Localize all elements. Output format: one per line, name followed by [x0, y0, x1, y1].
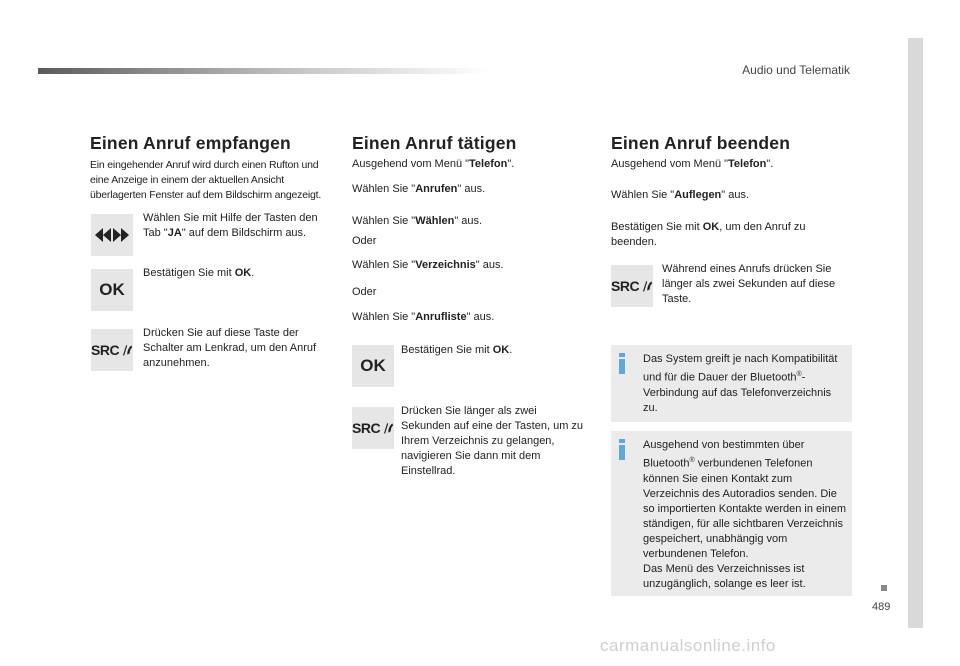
seek-buttons-icon — [91, 214, 133, 256]
make-call-line-call-log: Wählen Sie "Anrufliste" aus. — [352, 311, 495, 323]
info-note-text: Ausgehend von bestimmten über Bluetooth® verbundenen Telefonen können Sie einen Kontakt zum Verzeichnis des Autoradios senden. Die so importierten Kontakte werden in einem ständigen, für alle sichtbaren Verzeichnis gespeichert, unabhängig vom verbundenen Telefon. Das Menü des Verzeichnisses ist unzugänglich, solange es leer ist. — [643, 439, 846, 590]
make-call-step-long-press: Drücken Sie länger als zwei Sekunden auf eine der Tasten, um zu Ihrem Verzeichnis zu gelangen, navigieren Sie dann mit dem Einstellrad. — [401, 405, 584, 477]
src-phone-button-icon: SRC — [352, 407, 394, 449]
make-call-line-dial: Wählen Sie "Wählen" aus. — [352, 215, 483, 227]
make-call-or-1: Oder — [352, 235, 377, 247]
make-call-line-directory: Wählen Sie "Verzeichnis" aus. — [352, 259, 504, 271]
side-bar — [908, 38, 923, 628]
header-title: Audio und Telematik — [742, 63, 850, 77]
info-note-text: Das System greift je nach Kompatibilität und für die Dauer der Bluetooth®-Verbindung auf das Telefonverzeichnis zu. — [643, 353, 838, 414]
info-icon — [619, 353, 625, 374]
watermark: carmanualsonline.info — [600, 636, 776, 655]
end-call-line-confirm: Bestätigen Sie mit OK, um den Anruf zu beenden. — [611, 221, 806, 248]
info-note-contact-transfer — [611, 431, 852, 596]
make-call-or-2: Oder — [352, 286, 377, 298]
page-number: 489 — [872, 601, 891, 613]
receive-intro: Ein eingehender Anruf wird durch einen Rufton und eine Anzeige in einem der aktuellen Ansicht überlagerten Fenster auf dem Bildschirm angezeigt. — [90, 159, 322, 201]
receive-step-select-yes: Wählen Sie mit Hilfe der Tasten den Tab "JA" auf dem Bildschirm aus. — [143, 212, 318, 239]
src-phone-button-icon: SRC — [91, 329, 133, 371]
ok-button-icon: OK — [91, 269, 133, 311]
receive-step-steering-button: Drücken Sie auf diese Taste der Schalter am Lenkrad, um den Anruf anzunehmen. — [143, 327, 317, 369]
src-phone-button-icon: SRC — [611, 265, 653, 307]
section-title-end-call: Einen Anruf beenden — [611, 133, 791, 153]
info-icon — [619, 439, 625, 460]
receive-step-confirm: Bestätigen Sie mit OK. — [143, 267, 255, 279]
section-title-receive: Einen Anruf empfangen — [90, 133, 291, 153]
end-call-step-long-press: Während eines Anrufs drücken Sie länger als zwei Sekunden auf diese Taste. — [662, 263, 836, 305]
page-marker — [881, 585, 887, 591]
section-title-make-call: Einen Anruf tätigen — [352, 133, 517, 153]
header-gradient-bar — [38, 68, 488, 74]
ok-button-icon: OK — [352, 345, 394, 387]
make-call-step-confirm: Bestätigen Sie mit OK. — [401, 344, 513, 356]
info-note-directory-access — [611, 345, 852, 422]
end-call-line-hang-up: Wählen Sie "Auflegen" aus. — [611, 189, 750, 201]
end-call-line-menu: Ausgehend vom Menü "Telefon". — [611, 158, 774, 170]
make-call-line-call: Wählen Sie "Anrufen" aus. — [352, 183, 486, 195]
make-call-line-menu: Ausgehend vom Menü "Telefon". — [352, 158, 515, 170]
